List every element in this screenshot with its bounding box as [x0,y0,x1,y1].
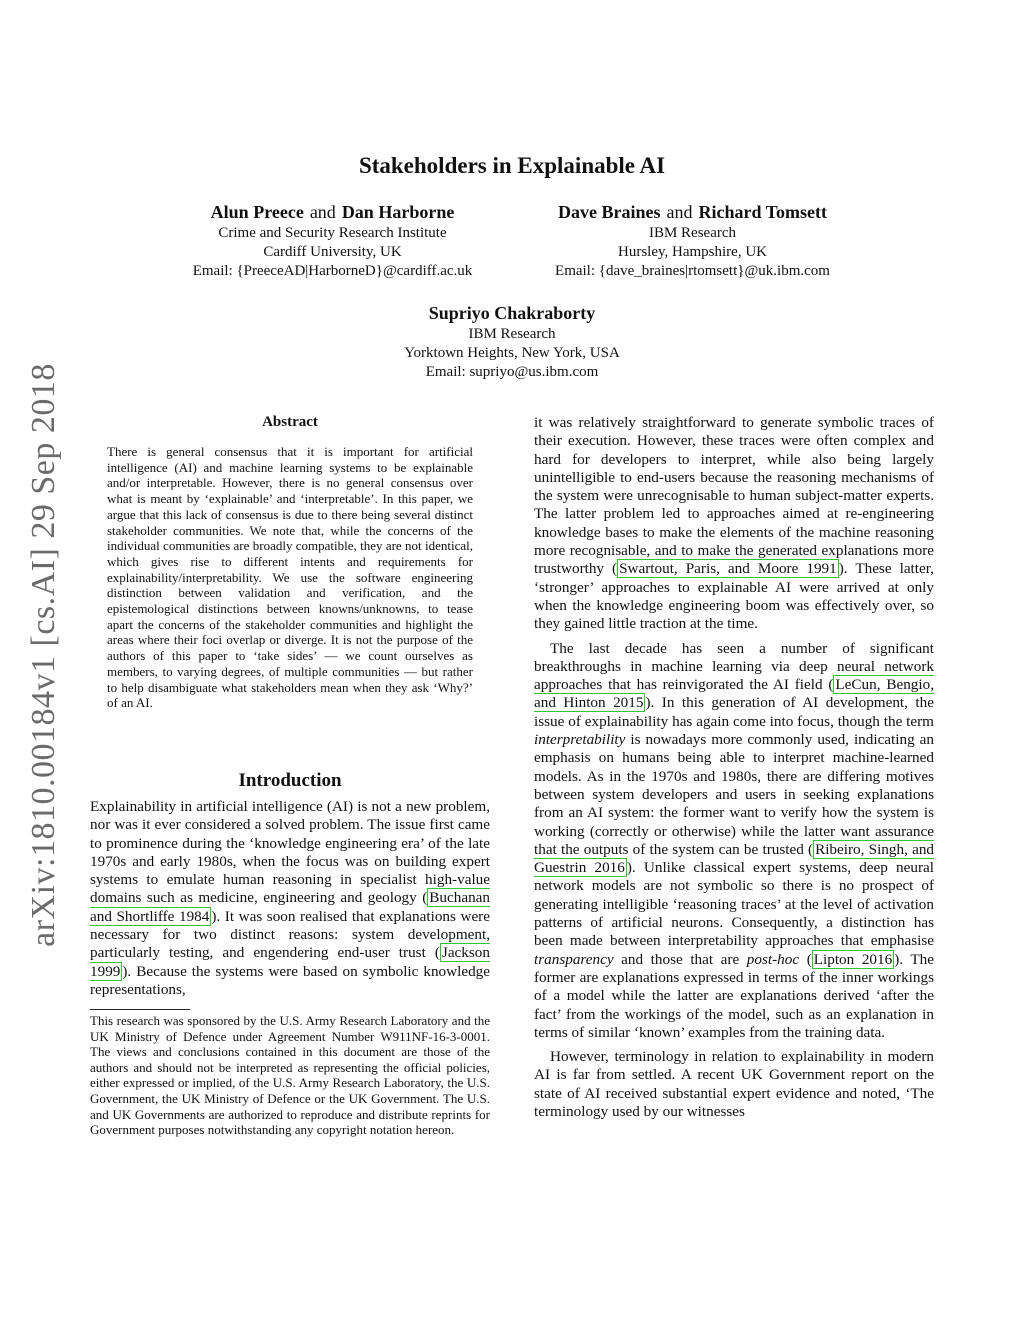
author-block-ibm-hursley [520,201,865,281]
author-affiliation: IBM Research [648,225,737,241]
emphasized-term: interpretability [534,731,626,749]
author-name: Dave Braines [557,202,661,222]
abstract-text: There is general consensus that it is important for artificial intelligence (AI) and machine learning systems to be explainable and/or interpretable. However, there is no general consensus over what is meant by ‘explainable’ and ‘interpretable’. In this paper, we argue that this lack of consensus is due to there being several distinct stakeholder communities. We note that, while the concerns of the individual communities are broadly compatible, they are not identical, which gives rise to different intents and requirements for explainability/interpretability. We use the software engineering distinction between validation and verification, and the epistemological distinctions between knowns/unknowns, to tease apart the concerns of the stakeholder communities and highlight the areas where their foci overlap or diverge. It is not the purpose of the authors of this paper to ‘take sides’ — we count ourselves as members, to varying degrees, of multiple communities — but rather to help disambiguate what stakeholders mean when they ask ‘Why?’ of an AI. [107,444,473,711]
citation-link[interactable]: Buchanan and Shortliffe 1984 [90,889,490,925]
paragraph-text: ). It was soon realised that explanations were necessary for two distinct reasons: system development, particularly testing, and engendering end-user trust ( [90,907,490,962]
right-column-body [534,414,934,1121]
paragraph-text: it was relatively straightforward to generate symbolic traces of their execution. However, these traces were often complex and hard for developers to interpret, while also being largely unintelligible to end-users because the reasoning mechanisms of the system were unrecognisable to human subject-matter experts. The latter problem led to approaches aimed at re-engineering knowledge bases to make the elements of the machine reasoning more recognisable, and to make the generated explanations more trustworthy ( [534,414,934,578]
author-name: Supriyo Chakraborty [428,303,596,323]
author-location: Cardiff University, UK [263,244,402,260]
author-affiliation: Crime and Security Research Institute [218,225,447,241]
author-name: Dan Harborne [341,202,455,222]
citation-link[interactable]: LeCun, Bengio, and Hinton 2015 [534,676,934,712]
citation-link[interactable]: Lipton 2016 [813,950,893,968]
author-email: Email: {dave_braines|rtomsett}@uk.ibm.com [555,263,830,279]
paragraph-text: ). Unlike classical expert systems, deep neural network models are not symbolic so there is no prospect of generating intelligible ‘reasoning traces’ at the level of activation patterns of artificial neurons. Consequently, a distinction has been made between interpretability approaches that emphasise [534,859,934,950]
author-names [312,302,712,325]
paragraph-text: The last decade has seen a number of significant breakthroughs in machine learning via deep neural network approaches that has reinvigorated the AI field ( [534,639,934,694]
paragraph-text: ( [799,950,812,968]
paragraph [534,414,934,634]
introduction-heading: Introduction [238,770,342,791]
author-names [160,201,505,224]
author-conjunction: and [309,202,336,222]
paragraph [90,798,490,999]
paragraph-text: ). Because the systems were based on symbolic knowledge representations, [90,962,490,998]
arxiv-identifier-sidebar [8,360,80,950]
paragraph-text: and those that are [613,950,747,968]
citation-link[interactable]: Swartout, Paris, and Moore 1991 [619,560,837,578]
author-names [520,201,865,224]
paper-title: Stakeholders in Explainable AI [358,153,666,178]
paragraph-text: is nowadays more commonly used, indicating an emphasis on humans being able to interpret machine-learned models. As in the 1970s and 1980s, there are differing motives between system developers and users in seeking explanations from an AI system: the former want to verify how the system is working (correctly or otherwise) while the latter want assurance that the outputs of the system can be trusted ( [534,731,934,858]
footnote: This research was sponsored by the U.S. Army Research Laboratory and the UK Ministry of Defence under Agreement Number W911NF-16-3-0001. The views and conclusions contained in this document are those of the authors and should not be interpreted as representing the official policies, either expressed or implied, of the U.S. Army Research Laboratory, the U.S. Government, the UK Ministry of Defence or the UK Government. The U.S. and UK Governments are authorized to reproduce and distribute reprints for Government purposes notwithstanding any copyright notation hereon. [90,1013,490,1138]
author-conjunction: and [666,202,693,222]
author-name: Richard Tomsett [698,202,827,222]
left-column-body [90,798,490,999]
author-location: Yorktown Heights, New York, USA [404,345,620,361]
author-affiliation: IBM Research [468,326,556,342]
citation-link[interactable]: Jackson 1999 [90,944,490,980]
abstract-heading: Abstract [262,414,318,430]
paragraph: However, terminology in relation to explainability in modern AI is far from settled. A recent UK Government report on the state of AI received substantial expert evidence and noted, ‘The terminology used by our witnesses [534,1048,934,1120]
author-location: Hursley, Hampshire, UK [618,244,767,260]
author-block-ibm-yorktown [312,302,712,382]
author-name: Alun Preece [210,202,304,222]
paragraph-text: ). These latter, ‘stronger’ approaches to explainable AI were arrived at only when the knowledge engineering boom was effectively over, so they gained little traction at the time. [534,560,934,633]
author-email: Email: supriyo@us.ibm.com [425,364,599,380]
citation-link[interactable]: Ribeiro, Singh, and Guestrin 2016 [534,840,935,877]
footnote-rule [90,1009,190,1010]
emphasized-term: transparency [534,950,614,968]
author-block-cardiff [160,201,505,281]
paragraph [534,640,934,1043]
author-email: Email: {PreeceAD|HarborneD}@cardiff.ac.uk [192,263,473,279]
paragraph-text: ). The former are explanations expressed in terms of the inner workings of a model while the latter are explanations derived ‘after the fact’ from the workings of the model, such as an explanation in terms of similar ‘known’ examples from the training data. [534,950,934,1041]
emphasized-term: post-hoc [746,950,800,968]
paragraph-text: ). In this generation of AI development, the issue of explainability has again come into focus, though the term [534,694,934,730]
paragraph-text: Explainability in artificial intelligence (AI) is not a new problem, nor was it ever considered a solved problem. The issue first came to prominence during the ‘knowledge engineering era’ of the late 1970s and early 1980s, when the focus was on building expert systems to emulate human reasoning in specialist high-value domains such as medicine, engineering and geology ( [90,798,490,907]
arxiv-identifier: arXiv:1810.00184v1 [cs.AI] 29 Sep 2018 [25,363,63,947]
